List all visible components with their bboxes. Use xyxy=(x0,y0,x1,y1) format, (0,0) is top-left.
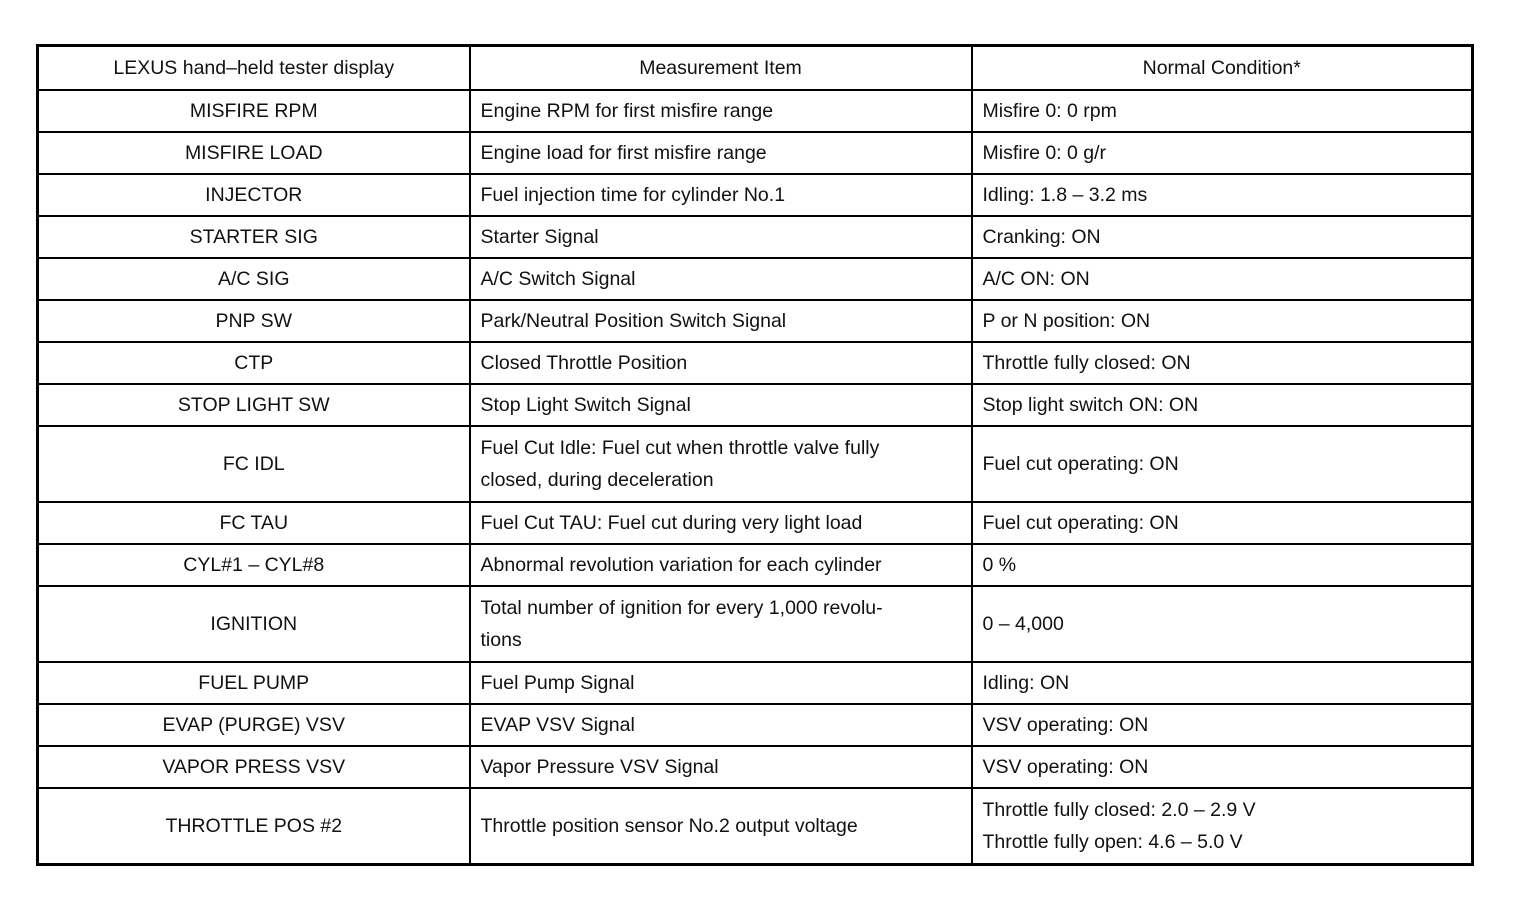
measurement-item-cell: Fuel Pump Signal xyxy=(470,662,972,704)
tester-display-cell: THROTTLE POS #2 xyxy=(38,788,470,865)
measurement-item-cell: Throttle position sensor No.2 output voltage xyxy=(470,788,972,865)
measurement-item-cell: Starter Signal xyxy=(470,216,972,258)
table-row xyxy=(38,384,1473,426)
tester-display-cell: IGNITION xyxy=(38,586,470,662)
table-row xyxy=(38,90,1473,132)
normal-condition-cell: Stop light switch ON: ON xyxy=(972,384,1473,426)
normal-condition-cell: Misfire 0: 0 rpm xyxy=(972,90,1473,132)
normal-condition-cell: Cranking: ON xyxy=(972,216,1473,258)
measurement-item-cell xyxy=(470,586,972,662)
tester-display-cell: FC IDL xyxy=(38,426,470,502)
normal-condition-cell: A/C ON: ON xyxy=(972,258,1473,300)
measurement-item-cell: Engine RPM for first misfire range xyxy=(470,90,972,132)
item-line-1: Total number of ignition for every 1,000 revolu- xyxy=(480,597,883,619)
measurement-item-cell: Vapor Pressure VSV Signal xyxy=(470,746,972,788)
normal-condition-cell: VSV operating: ON xyxy=(972,746,1473,788)
tester-display-cell: PNP SW xyxy=(38,300,470,342)
normal-condition-cell: Idling: 1.8 – 3.2 ms xyxy=(972,174,1473,216)
normal-condition-cell: 0 – 4,000 xyxy=(972,586,1473,662)
header-normal-condition: Normal Condition* xyxy=(972,46,1473,91)
table-row xyxy=(38,132,1473,174)
tester-display-cell: CYL#1 – CYL#8 xyxy=(38,544,470,586)
condition-line-1: Throttle fully closed: 2.0 – 2.9 V xyxy=(982,799,1256,821)
spec-sheet xyxy=(36,44,1474,866)
tester-display-cell: INJECTOR xyxy=(38,174,470,216)
tester-display-cell: VAPOR PRESS VSV xyxy=(38,746,470,788)
measurement-item-cell: Fuel Cut TAU: Fuel cut during very light load xyxy=(470,502,972,544)
table-row xyxy=(38,746,1473,788)
header-measurement-item: Measurement Item xyxy=(470,46,972,91)
table-row xyxy=(38,426,1473,502)
item-line-2: tions xyxy=(480,629,522,651)
table-row xyxy=(38,544,1473,586)
measurement-item-cell: Abnormal revolution variation for each cylinder xyxy=(470,544,972,586)
table-row xyxy=(38,258,1473,300)
normal-condition-cell: VSV operating: ON xyxy=(972,704,1473,746)
tester-display-cell: STARTER SIG xyxy=(38,216,470,258)
table-row xyxy=(38,174,1473,216)
normal-condition-cell: Idling: ON xyxy=(972,662,1473,704)
table-row xyxy=(38,662,1473,704)
measurement-item-cell: Park/Neutral Position Switch Signal xyxy=(470,300,972,342)
tester-display-cell: STOP LIGHT SW xyxy=(38,384,470,426)
normal-condition-cell: Misfire 0: 0 g/r xyxy=(972,132,1473,174)
normal-condition-cell: 0 % xyxy=(972,544,1473,586)
tester-display-cell: MISFIRE LOAD xyxy=(38,132,470,174)
header-tester-display: LEXUS hand–held tester display xyxy=(38,46,470,91)
table-row xyxy=(38,342,1473,384)
normal-condition-cell: Fuel cut operating: ON xyxy=(972,426,1473,502)
normal-condition-cell: P or N position: ON xyxy=(972,300,1473,342)
condition-line-2: Throttle fully open: 4.6 – 5.0 V xyxy=(982,831,1243,853)
tester-display-cell: FUEL PUMP xyxy=(38,662,470,704)
tester-display-cell: A/C SIG xyxy=(38,258,470,300)
tester-display-cell: FC TAU xyxy=(38,502,470,544)
tester-display-cell: EVAP (PURGE) VSV xyxy=(38,704,470,746)
measurement-item-cell: Stop Light Switch Signal xyxy=(470,384,972,426)
tester-display-cell: CTP xyxy=(38,342,470,384)
measurement-item-cell: Fuel injection time for cylinder No.1 xyxy=(470,174,972,216)
item-line-1: Fuel Cut Idle: Fuel cut when throttle valve fully xyxy=(480,437,880,459)
measurement-item-cell: Closed Throttle Position xyxy=(470,342,972,384)
normal-condition-cell: Throttle fully closed: ON xyxy=(972,342,1473,384)
table-row xyxy=(38,502,1473,544)
data-list-table xyxy=(36,44,1474,866)
table-row xyxy=(38,586,1473,662)
header-row xyxy=(38,46,1473,91)
item-line-2: closed, during deceleration xyxy=(480,469,714,491)
measurement-item-cell: Engine load for first misfire range xyxy=(470,132,972,174)
normal-condition-cell xyxy=(972,788,1473,865)
table-row xyxy=(38,704,1473,746)
table-row xyxy=(38,788,1473,865)
measurement-item-cell xyxy=(470,426,972,502)
measurement-item-cell: A/C Switch Signal xyxy=(470,258,972,300)
normal-condition-cell: Fuel cut operating: ON xyxy=(972,502,1473,544)
measurement-item-cell: EVAP VSV Signal xyxy=(470,704,972,746)
tester-display-cell: MISFIRE RPM xyxy=(38,90,470,132)
table-row xyxy=(38,216,1473,258)
table-row xyxy=(38,300,1473,342)
